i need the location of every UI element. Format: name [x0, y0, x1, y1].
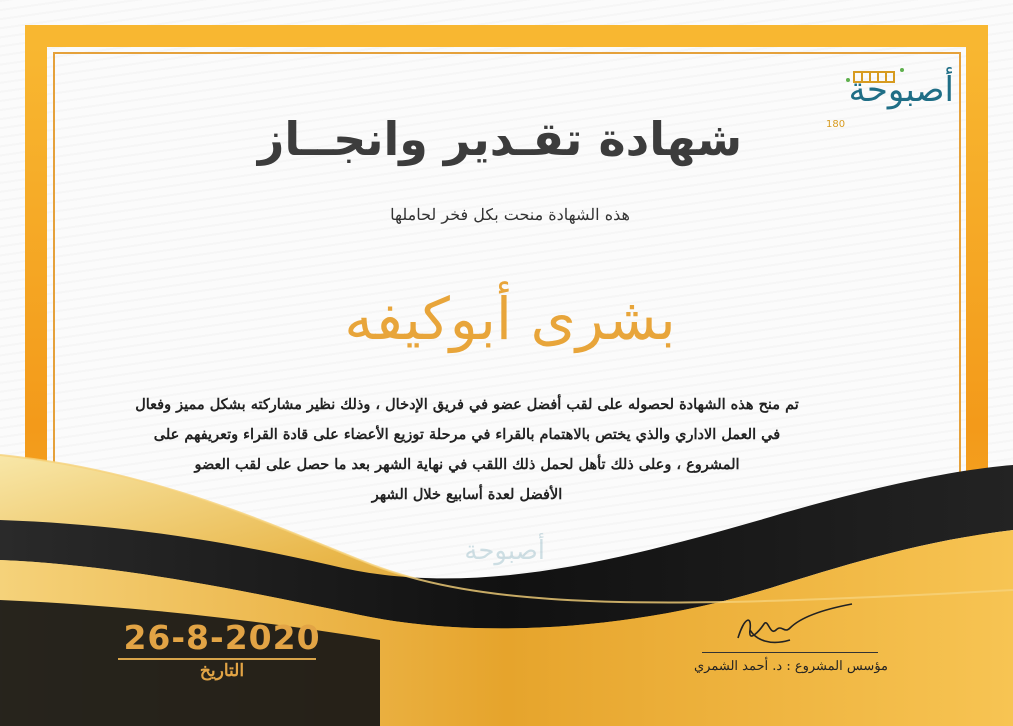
body-line: الأفضل لعدة أسابيع خلال الشهر [371, 486, 563, 503]
signature-line [702, 652, 878, 653]
logo-watermark [465, 530, 545, 580]
body-line: في العمل الاداري والذي يختص بالاهتمام بالقراء في مرحلة توزيع الأعضاء على قادة القراء وتعريفهم على [153, 426, 781, 443]
project-logo [804, 62, 954, 134]
body-line: تم منح هذه الشهادة لحصوله على لقب أفضل عضو في فريق الإدخال ، وذلك نظير مشاركته بشكل مميز وفعال [135, 396, 799, 413]
logo-text: أصبوحة [848, 70, 954, 110]
certificate-title: شهادة تقـدير وانجــاز [257, 112, 743, 166]
logo-number: 180 [826, 119, 846, 130]
certificate-body [112, 390, 822, 510]
date-label: التاريخ [199, 661, 245, 681]
signature-label: مؤسس المشروع : د. أحمد الشمري [693, 659, 889, 674]
recipient-name: بشرى أبوكيفه [344, 285, 676, 353]
certificate-subtitle: هذه الشهادة منحت بكل فخر لحاملها [390, 205, 630, 224]
date-underline [118, 658, 316, 660]
signature-image [730, 600, 860, 655]
watermark-text: أصبوحة [464, 536, 545, 566]
date-value: 26-8-2020 [123, 618, 321, 657]
body-line: المشروع ، وعلى ذلك تأهل لحمل ذلك اللقب في نهاية الشهر بعد ما حصل على لقب العضو [194, 456, 740, 473]
